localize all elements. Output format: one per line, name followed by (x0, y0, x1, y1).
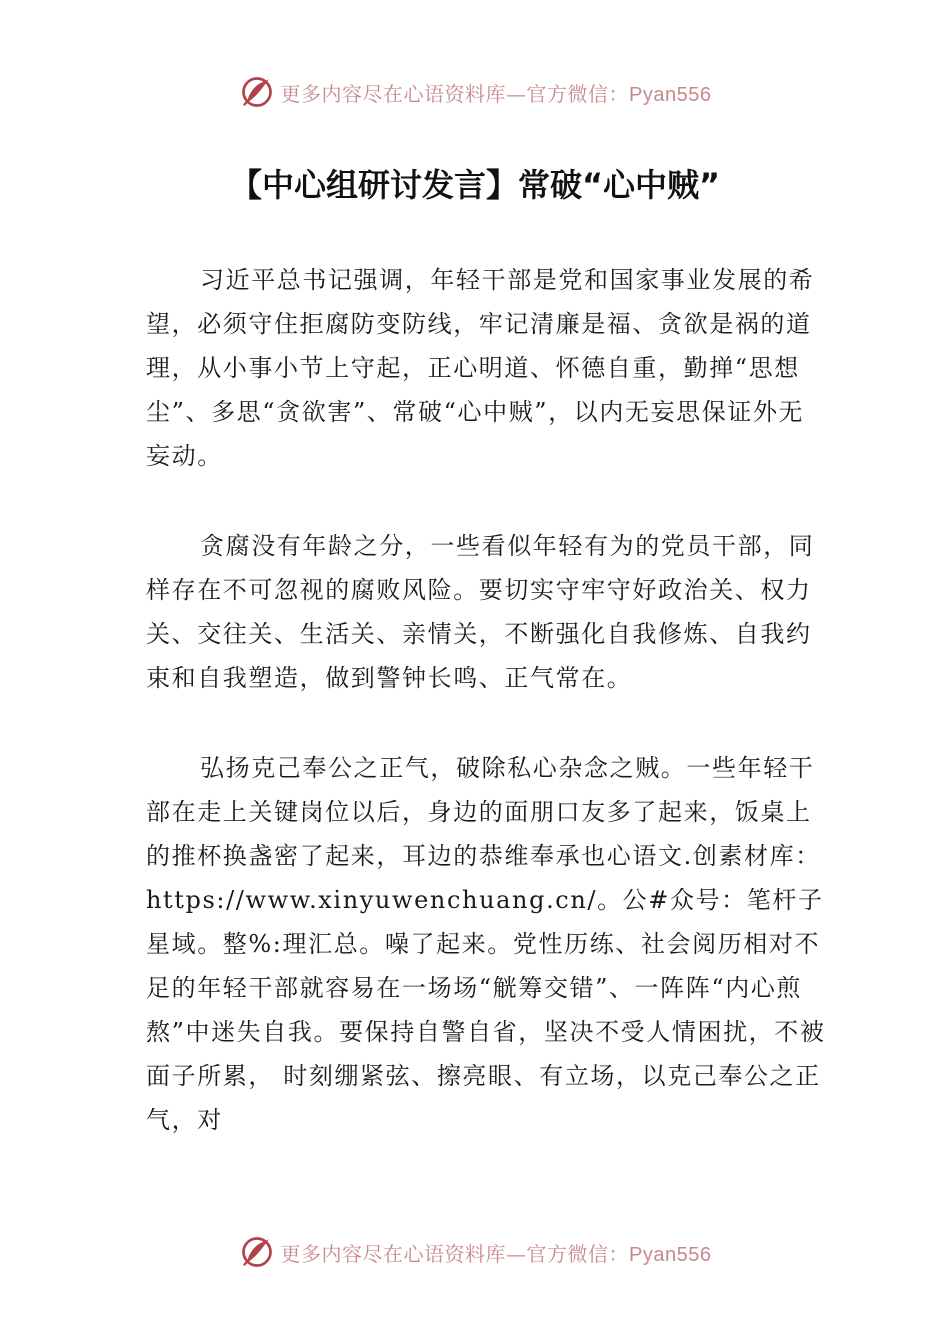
watermark-id: Pyan556 (629, 83, 712, 106)
paragraph-1: 习近平总书记强调，年轻干部是党和国家事业发展的希望，必须守住拒腐防变防线，牢记清廉是福、贪欲是祸的道理，从小事小节上守起，正心明道、怀德自重，勤掸“思想尘”、多思“贪欲害”、常破“心中贼”，以内无妄思保证外无妄动。 (146, 266, 815, 470)
document-title: 【中心组研讨发言】常破“心中贼” (229, 166, 721, 204)
footer-watermark (0, 1232, 950, 1272)
header-watermark (0, 72, 950, 112)
logo-icon (239, 1234, 275, 1270)
watermark-text: 更多内容尽在心语资料库—官方微信：Pyan556 (280, 1241, 712, 1266)
logo-icon (239, 74, 275, 110)
watermark-id: Pyan556 (629, 1243, 712, 1266)
document-body (146, 258, 826, 1142)
paragraph-3: 弘扬克己奉公之正气，破除私心杂念之贼。一些年轻干部在走上关键岗位以后，身边的面朋口友多了起来，饭桌上的推杯换盏密了起来，耳边的恭维奉承也心语文.创素材库：https://www.xinyuwenchuang.cn/。公#众号：笔杆子星域。整%:理汇总。噪了起来。党性历练、社会阅历相对不足的年轻干部就容易在一场场“觥筹交错”、一阵阵“内心煎熬”中迷失自我。要保持自警自省，坚决不受人情困扰，不被面子所累， 时刻绷紧弦、擦亮眼、有立场，以克己奉公之正气，对 (146, 754, 826, 1134)
watermark-text: 更多内容尽在心语资料库—官方微信：Pyan556 (280, 81, 712, 106)
paragraph-2: 贪腐没有年龄之分，一些看似年轻有为的党员干部，同样存在不可忽视的腐败风险。要切实守牢守好政治关、权力关、交往关、生活关、亲情关，不断强化自我修炼、自我约束和自我塑造，做到警钟长鸣、正气常在。 (146, 532, 815, 692)
